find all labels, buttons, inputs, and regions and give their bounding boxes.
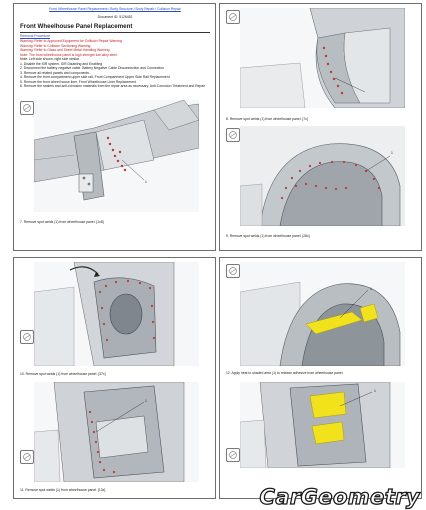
illustration-step12-bottom: [240, 382, 405, 468]
procedure-steps: [20, 39, 212, 89]
heat-area-lower-drawing: [240, 382, 405, 468]
wheelhouse-side-drawing: [34, 262, 199, 366]
procedure-heading[interactable]: Removal Procedure: [20, 34, 50, 38]
wheelhouse-lower-drawing: [34, 382, 199, 482]
page-title: Front Wheelhouse Panel Replacement: [20, 23, 133, 30]
procedure-step: 4. Remove the front compartment upper side rail. Front Compartment Upper Side Rail Replacement: [20, 75, 170, 79]
wheelhouse-arch-drawing: [240, 126, 405, 226]
callout-number: 1: [391, 151, 393, 155]
site-logo: CarGeometry: [259, 485, 420, 509]
illustration-step9: [240, 126, 405, 226]
heat-zone-highlight: [310, 392, 346, 418]
warning-item: Warning: Refer to Approved Equipment for Collision Repair Warning: [20, 39, 122, 43]
caption-step12: 12. Apply heat to shaded area (1) to release adhesive from wheelhouse panel.: [226, 371, 344, 375]
warning-item: Warning: Refer to Glass and Sheet Metal Handling Warning: [20, 48, 110, 52]
heat-area-upper-drawing: [240, 262, 405, 366]
callout-number: 1: [145, 180, 147, 184]
tech-stamp-icon: [20, 101, 34, 115]
caption-step11: 11. Remove spot welds (1) from wheelhouse panel. [13x]: [20, 488, 106, 492]
tech-stamp-icon: [226, 128, 240, 142]
callout-number: 1: [145, 399, 147, 403]
manual-page-4: [219, 257, 422, 499]
tech-stamp-icon: [20, 450, 34, 464]
illustration-step10: [34, 262, 199, 366]
caption-step9: 9. Remove spot welds (1) from wheelhouse panel. [28x]: [226, 234, 310, 238]
manual-page-3: [13, 257, 216, 499]
procedure-step: 1. Disable the SIR system. SIR Disabling and Enabling: [20, 61, 103, 66]
wheelhouse-upper-drawing: [240, 8, 405, 108]
procedure-step: 5. Remove the front wheel house liner. Front Wheelhouse Liner Replacement: [20, 79, 136, 84]
warning-item: Warning: Refer to Collision Sectioning Warning: [20, 43, 91, 48]
tech-stamp-icon: [226, 10, 240, 24]
document-id: Document ID: 5126452: [97, 15, 133, 19]
manual-page-2: [219, 3, 422, 251]
note-item: Note: The front wheelhouse panel is high strength low alloy steel.: [20, 52, 118, 57]
tech-stamp-icon: [226, 448, 240, 462]
breadcrumb-links[interactable]: Front Wheelhouse Panel Replacement / Body Structure / Body Repair / Collision Repair: [49, 7, 181, 11]
callout-number: 1: [370, 287, 372, 291]
procedure-step: 6. Remove the sealers and anti-corrosion materials from the repair area as necessary. Anti-Corrosion Treatment and Repair: [20, 84, 206, 88]
caption-step7: 7. Remove spot welds (1) from wheelhouse panel. [1x8]: [20, 220, 104, 224]
illustration-step12-top: [240, 262, 405, 366]
procedure-step: 3. Remove all related panels and components.: [20, 70, 90, 75]
caption-step10: 10. Remove spot welds (1) from wheelhouse panel. [37x]: [20, 372, 106, 376]
front-rail-drawing: [34, 100, 199, 212]
title-divider: [20, 32, 210, 33]
caption-step8: 8. Remove spot welds (1) from wheelhouse panel. [7x]: [226, 117, 308, 121]
illustration-step8: [240, 8, 405, 108]
note-item: Note: Left side shown, right side similar.: [20, 57, 80, 61]
callout-number: 1: [374, 389, 376, 393]
illustration-step7: [34, 100, 199, 212]
illustration-step11: [34, 382, 199, 482]
procedure-step: 2. Disconnect the battery negative cable. Battery Negative Cable Disconnection and Connection: [20, 66, 164, 70]
tech-stamp-icon: [226, 264, 240, 278]
manual-page-1: [13, 3, 216, 251]
tech-stamp-icon: [20, 330, 34, 344]
